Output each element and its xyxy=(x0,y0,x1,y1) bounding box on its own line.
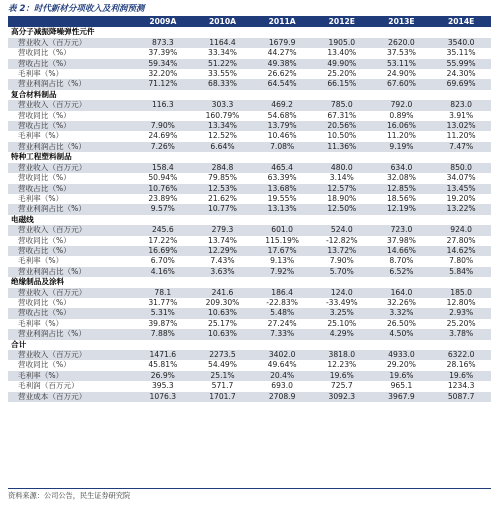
table-cell: 785.0 xyxy=(312,100,372,110)
section-header-row xyxy=(8,90,491,100)
header-row xyxy=(8,17,491,27)
source-note: 资料来源：公司公告，民生证券研究院 xyxy=(8,491,131,500)
table-cell: 480.0 xyxy=(312,163,372,173)
table-cell: 14.62% xyxy=(431,246,491,256)
table-cell: 78.1 xyxy=(133,288,193,298)
table-cell: 49.64% xyxy=(252,360,312,370)
table-row xyxy=(8,360,491,370)
section-header-row xyxy=(8,340,491,350)
row-label: 营业成本（百万元） xyxy=(8,392,133,402)
table-cell: 634.0 xyxy=(372,163,432,173)
table-row xyxy=(8,246,491,256)
section-title: 绝缘制品及涂料 xyxy=(8,277,491,287)
section-title: 特种工程塑料制品 xyxy=(8,152,491,162)
table-cell: 3.91% xyxy=(431,111,491,121)
row-label: 营收同比（%） xyxy=(8,111,133,121)
table-row xyxy=(8,184,491,194)
table-cell: 68.33% xyxy=(193,79,253,89)
row-label: 营收占比（%） xyxy=(8,184,133,194)
table-cell: 12.23% xyxy=(312,360,372,370)
table-cell: 158.4 xyxy=(133,163,193,173)
table-cell: 8.70% xyxy=(372,256,432,266)
table-cell: 27.24% xyxy=(252,319,312,329)
table-cell: 13.02% xyxy=(431,121,491,131)
row-label: 毛利率（%） xyxy=(8,256,133,266)
table-cell: 12.52% xyxy=(193,131,253,141)
table-cell: 873.3 xyxy=(133,38,193,48)
table-cell: 723.0 xyxy=(372,225,432,235)
table-cell: 3092.3 xyxy=(312,392,372,402)
table-body xyxy=(8,27,491,402)
table-cell: 3.25% xyxy=(312,308,372,318)
table-row xyxy=(8,38,491,48)
table-cell: 49.38% xyxy=(252,59,312,69)
table-row xyxy=(8,236,491,246)
table-cell: 25.20% xyxy=(312,69,372,79)
table-cell: 571.7 xyxy=(193,381,253,391)
table-cell: 49.90% xyxy=(312,59,372,69)
row-label: 营业利润占比（%） xyxy=(8,204,133,214)
table-cell: 53.11% xyxy=(372,59,432,69)
table-row xyxy=(8,329,491,339)
header-cell-2012e: 2012E xyxy=(312,17,372,27)
table-cell: 7.43% xyxy=(193,256,253,266)
table-cell: 1076.3 xyxy=(133,392,193,402)
table-cell: 2620.0 xyxy=(372,38,432,48)
table-cell: 5087.7 xyxy=(431,392,491,402)
table-cell: 51.22% xyxy=(193,59,253,69)
table-cell: 66.15% xyxy=(312,79,372,89)
table-cell: 7.80% xyxy=(431,256,491,266)
table-row xyxy=(8,163,491,173)
table-cell: 4933.0 xyxy=(372,350,432,360)
table-cell: 25.10% xyxy=(312,319,372,329)
table-cell: 5.31% xyxy=(133,308,193,318)
table-cell: 32.26% xyxy=(372,298,432,308)
row-label: 营业收入（百万元） xyxy=(8,288,133,298)
table-cell: 14.66% xyxy=(372,246,432,256)
table-cell: 1679.9 xyxy=(252,38,312,48)
table-cell xyxy=(133,111,193,121)
table-row xyxy=(8,319,491,329)
bottom-divider xyxy=(8,488,491,489)
table-cell: 303.3 xyxy=(193,100,253,110)
table-row xyxy=(8,69,491,79)
table-row xyxy=(8,48,491,58)
table-row xyxy=(8,204,491,214)
table-cell: 37.98% xyxy=(372,236,432,246)
table-cell: 24.90% xyxy=(372,69,432,79)
table-cell: 12.80% xyxy=(431,298,491,308)
row-label: 营业利润占比（%） xyxy=(8,329,133,339)
table-cell: 6322.0 xyxy=(431,350,491,360)
table-cell: 10.77% xyxy=(193,204,253,214)
table-cell: 10.76% xyxy=(133,184,193,194)
table-cell: 32.20% xyxy=(133,69,193,79)
table-cell: 10.50% xyxy=(312,131,372,141)
table-cell: 35.11% xyxy=(431,48,491,58)
table-cell: 37.39% xyxy=(133,48,193,58)
table-cell: 164.0 xyxy=(372,288,432,298)
table-cell: 64.54% xyxy=(252,79,312,89)
table-cell: 693.0 xyxy=(252,381,312,391)
row-label: 营业收入（百万元） xyxy=(8,38,133,48)
table-cell: 19.6% xyxy=(372,371,432,381)
table-cell: 20.56% xyxy=(312,121,372,131)
table-cell: 32.08% xyxy=(372,173,432,183)
table-row xyxy=(8,121,491,131)
table-cell: 19.6% xyxy=(431,371,491,381)
row-label: 营业利润占比（%） xyxy=(8,79,133,89)
table-cell: 12.19% xyxy=(372,204,432,214)
header-cell-2013e: 2013E xyxy=(372,17,432,27)
table-cell: 45.81% xyxy=(133,360,193,370)
table-cell: 284.8 xyxy=(193,163,253,173)
row-label: 毛利润（百万元） xyxy=(8,381,133,391)
row-label: 毛利率（%） xyxy=(8,69,133,79)
table-cell: 12.53% xyxy=(193,184,253,194)
table-cell: -33.49% xyxy=(312,298,372,308)
header-cell-2009a: 2009A xyxy=(133,17,193,27)
table-cell: 79.85% xyxy=(193,173,253,183)
table-row xyxy=(8,267,491,277)
header-cell-2011a: 2011A xyxy=(252,17,312,27)
table-cell: 3818.0 xyxy=(312,350,372,360)
row-label: 营收同比（%） xyxy=(8,236,133,246)
section-title: 高分子减振降噪弹性元件 xyxy=(8,27,491,37)
table-cell: 11.20% xyxy=(431,131,491,141)
table-row xyxy=(8,142,491,152)
table-cell: 16.69% xyxy=(133,246,193,256)
table-row xyxy=(8,111,491,121)
section-title: 电磁线 xyxy=(8,215,491,225)
table-cell: 7.90% xyxy=(312,256,372,266)
table-cell: 1164.4 xyxy=(193,38,253,48)
table-row xyxy=(8,381,491,391)
table-cell: 13.22% xyxy=(431,204,491,214)
table-cell: 0.89% xyxy=(372,111,432,121)
table-cell: 54.49% xyxy=(193,360,253,370)
header-cell-2014e: 2014E xyxy=(431,17,491,27)
table-cell: 3540.0 xyxy=(431,38,491,48)
table-cell: 13.79% xyxy=(252,121,312,131)
section-header-row xyxy=(8,277,491,287)
table-cell: 601.0 xyxy=(252,225,312,235)
row-label: 营收同比（%） xyxy=(8,173,133,183)
table-cell: 965.1 xyxy=(372,381,432,391)
table-cell: 1905.0 xyxy=(312,38,372,48)
table-row xyxy=(8,59,491,69)
row-label: 毛利率（%） xyxy=(8,319,133,329)
row-label: 营收同比（%） xyxy=(8,298,133,308)
table-cell: 9.57% xyxy=(133,204,193,214)
table-cell: 4.50% xyxy=(372,329,432,339)
table-cell: 25.17% xyxy=(193,319,253,329)
table-cell: 9.19% xyxy=(372,142,432,152)
table-cell: 67.31% xyxy=(312,111,372,121)
table-cell: 792.0 xyxy=(372,100,432,110)
table-cell: 18.56% xyxy=(372,194,432,204)
table-cell: 6.52% xyxy=(372,267,432,277)
table-cell: 54.68% xyxy=(252,111,312,121)
table-cell: 55.99% xyxy=(431,59,491,69)
table-cell: 12.29% xyxy=(193,246,253,256)
table-cell: 12.85% xyxy=(372,184,432,194)
table-cell: 63.39% xyxy=(252,173,312,183)
section-title: 合计 xyxy=(8,340,491,350)
table-cell: 3.14% xyxy=(312,173,372,183)
table-cell: 11.36% xyxy=(312,142,372,152)
table-cell: 116.3 xyxy=(133,100,193,110)
table-row xyxy=(8,288,491,298)
table-cell: 2708.9 xyxy=(252,392,312,402)
table-cell: 37.53% xyxy=(372,48,432,58)
table-cell: 13.13% xyxy=(252,204,312,214)
table-cell: 34.07% xyxy=(431,173,491,183)
table-cell: 28.16% xyxy=(431,360,491,370)
table-cell: 7.90% xyxy=(133,121,193,131)
table-cell: 124.0 xyxy=(312,288,372,298)
section-header-row xyxy=(8,27,491,37)
table-cell: 71.12% xyxy=(133,79,193,89)
table-cell: 19.20% xyxy=(431,194,491,204)
table-cell: 50.94% xyxy=(133,173,193,183)
table-cell: 115.19% xyxy=(252,236,312,246)
table-cell: 44.27% xyxy=(252,48,312,58)
table-cell: 17.67% xyxy=(252,246,312,256)
table-cell: 725.7 xyxy=(312,381,372,391)
table-cell: 823.0 xyxy=(431,100,491,110)
table-row xyxy=(8,308,491,318)
table-cell: 13.45% xyxy=(431,184,491,194)
table-cell: 209.30% xyxy=(193,298,253,308)
table-cell: 241.6 xyxy=(193,288,253,298)
table-cell: 26.50% xyxy=(372,319,432,329)
table-cell: 20.4% xyxy=(252,371,312,381)
table-cell: 3402.0 xyxy=(252,350,312,360)
table-cell: 7.92% xyxy=(252,267,312,277)
table-cell: 6.70% xyxy=(133,256,193,266)
table-cell: 5.70% xyxy=(312,267,372,277)
header-cell-label xyxy=(8,17,133,27)
table-cell: 7.88% xyxy=(133,329,193,339)
table-cell: 11.20% xyxy=(372,131,432,141)
table-cell: 2273.5 xyxy=(193,350,253,360)
row-label: 营收占比（%） xyxy=(8,59,133,69)
table-header xyxy=(8,17,491,27)
table-cell: 69.69% xyxy=(431,79,491,89)
row-label: 营收占比（%） xyxy=(8,308,133,318)
table-cell: 245.6 xyxy=(133,225,193,235)
row-label: 营业收入（百万元） xyxy=(8,225,133,235)
table-row xyxy=(8,350,491,360)
section-header-row xyxy=(8,215,491,225)
table-cell: 7.26% xyxy=(133,142,193,152)
table-cell: 27.80% xyxy=(431,236,491,246)
table-cell: 465.4 xyxy=(252,163,312,173)
table-cell: 12.57% xyxy=(312,184,372,194)
row-label: 营业收入（百万元） xyxy=(8,100,133,110)
header-cell-2010a: 2010A xyxy=(193,17,253,27)
table-cell: 67.60% xyxy=(372,79,432,89)
row-label: 营业收入（百万元） xyxy=(8,350,133,360)
table-cell: 469.2 xyxy=(252,100,312,110)
table-cell: 12.50% xyxy=(312,204,372,214)
table-cell: 29.20% xyxy=(372,360,432,370)
section-header-row xyxy=(8,152,491,162)
table-cell: 13.72% xyxy=(312,246,372,256)
table-cell: 26.9% xyxy=(133,371,193,381)
table-row xyxy=(8,256,491,266)
table-cell: 13.68% xyxy=(252,184,312,194)
table-cell: 39.87% xyxy=(133,319,193,329)
table-cell: 7.33% xyxy=(252,329,312,339)
table-row xyxy=(8,392,491,402)
forecast-table xyxy=(8,17,491,402)
table-cell: 4.16% xyxy=(133,267,193,277)
table-cell: 3.63% xyxy=(193,267,253,277)
table-cell: 3.78% xyxy=(431,329,491,339)
table-cell: 18.90% xyxy=(312,194,372,204)
table-cell: 33.55% xyxy=(193,69,253,79)
table-cell: 7.08% xyxy=(252,142,312,152)
table-cell: 524.0 xyxy=(312,225,372,235)
table-cell: 7.47% xyxy=(431,142,491,152)
table-cell: 10.63% xyxy=(193,308,253,318)
row-label: 营业利润占比（%） xyxy=(8,142,133,152)
table-cell: 25.20% xyxy=(431,319,491,329)
table-cell: 5.84% xyxy=(431,267,491,277)
table-cell: 13.34% xyxy=(193,121,253,131)
table-cell: -12.82% xyxy=(312,236,372,246)
table-cell: 3967.9 xyxy=(372,392,432,402)
table-row xyxy=(8,131,491,141)
row-label: 营收同比（%） xyxy=(8,360,133,370)
table-cell: 6.64% xyxy=(193,142,253,152)
table-row xyxy=(8,225,491,235)
table-cell: 279.3 xyxy=(193,225,253,235)
table-cell: 19.6% xyxy=(312,371,372,381)
row-label: 毛利率（%） xyxy=(8,371,133,381)
row-label: 营业利润占比（%） xyxy=(8,267,133,277)
table-cell: 2.93% xyxy=(431,308,491,318)
row-label: 营收占比（%） xyxy=(8,121,133,131)
table-cell: 395.3 xyxy=(133,381,193,391)
table-row xyxy=(8,100,491,110)
table-cell: 9.13% xyxy=(252,256,312,266)
row-label: 营收同比（%） xyxy=(8,48,133,58)
table-cell: 24.69% xyxy=(133,131,193,141)
table-cell: 26.62% xyxy=(252,69,312,79)
table-row xyxy=(8,173,491,183)
table-cell: 33.34% xyxy=(193,48,253,58)
table-row xyxy=(8,298,491,308)
table-cell: 19.55% xyxy=(252,194,312,204)
table-row xyxy=(8,194,491,204)
row-label: 营收占比（%） xyxy=(8,246,133,256)
table-cell: 23.89% xyxy=(133,194,193,204)
table-cell: 1471.6 xyxy=(133,350,193,360)
table-cell: 21.62% xyxy=(193,194,253,204)
row-label: 毛利率（%） xyxy=(8,194,133,204)
table-cell: 10.63% xyxy=(193,329,253,339)
table-cell: 924.0 xyxy=(431,225,491,235)
table-cell: 13.40% xyxy=(312,48,372,58)
table-cell: 16.06% xyxy=(372,121,432,131)
section-title: 复合材料制品 xyxy=(8,90,491,100)
table-cell: 1701.7 xyxy=(193,392,253,402)
table-cell: 4.29% xyxy=(312,329,372,339)
table-cell: 850.0 xyxy=(431,163,491,173)
table-caption: 表 2：时代新材分项收入及利润预测 xyxy=(8,4,145,14)
table-cell: 3.32% xyxy=(372,308,432,318)
table-cell: 186.4 xyxy=(252,288,312,298)
table-cell: 185.0 xyxy=(431,288,491,298)
table-cell: 25.1% xyxy=(193,371,253,381)
table-cell: 59.34% xyxy=(133,59,193,69)
table-cell: 24.30% xyxy=(431,69,491,79)
table-row xyxy=(8,371,491,381)
table-cell: 160.79% xyxy=(193,111,253,121)
table-cell: 17.22% xyxy=(133,236,193,246)
table-cell: -22.83% xyxy=(252,298,312,308)
table-row xyxy=(8,79,491,89)
row-label: 毛利率（%） xyxy=(8,131,133,141)
table-cell: 31.77% xyxy=(133,298,193,308)
table-cell: 5.48% xyxy=(252,308,312,318)
table-cell: 13.74% xyxy=(193,236,253,246)
table-cell: 10.46% xyxy=(252,131,312,141)
table-cell: 1234.3 xyxy=(431,381,491,391)
row-label: 营业收入（百万元） xyxy=(8,163,133,173)
